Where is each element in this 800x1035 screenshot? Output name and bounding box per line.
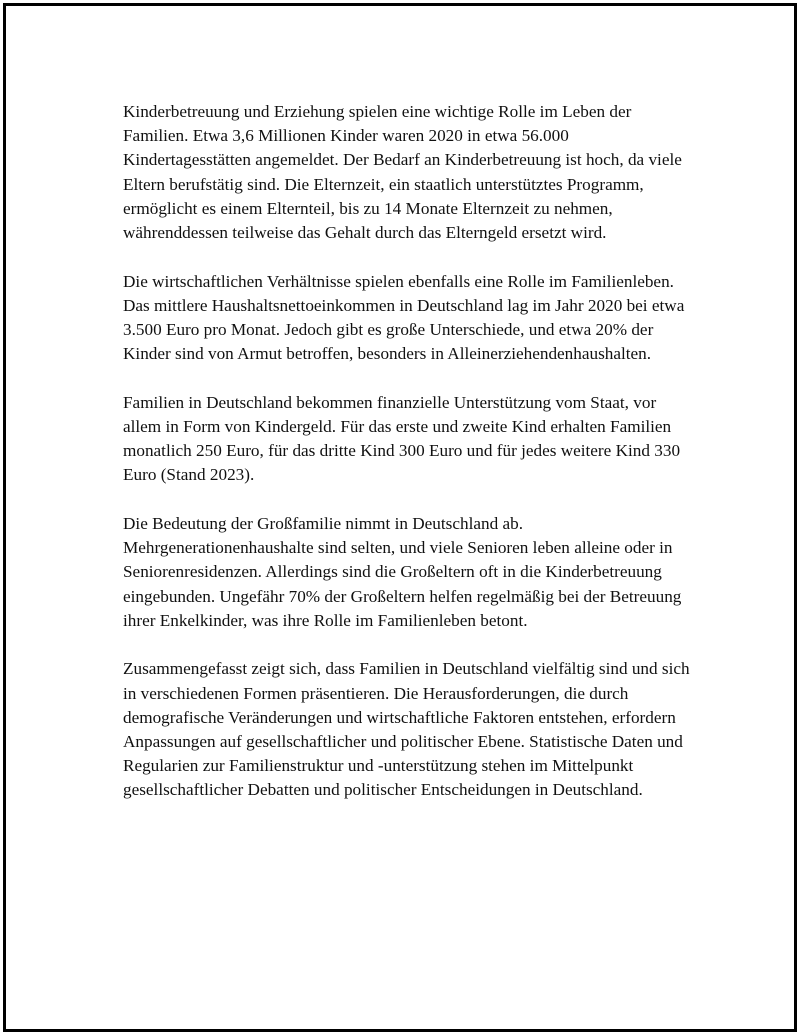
paragraph-economics: Die wirtschaftlichen Verhältnisse spielen ebenfalls eine Rolle im Familienleben. Das mittlere Haushaltsnettoeinkommen in Deutschland lag im Jahr 2020 bei etwa 3.500 Euro pro Monat. Jedoch gibt es große Unterschiede, und etwa 20% der Kinder sind von Armut betroffen, besonders in Alleinerziehendenhaushalten. xyxy=(123,271,685,364)
paragraph-childcare: Kinderbetreuung und Erziehung spielen eine wichtige Rolle im Leben der Familien. Etwa 3,6 Millionen Kinder waren 2020 in etwa 56.000 Kindertagesstätten angemeldet. Der Bedarf an Kinderbetreuung ist hoch, da viele Eltern berufstätig sind. Die Elternzeit, ein staatlich unterstütztes Programm, ermöglicht es einem Elternteil, bis zu 14 Monate Elternzeit zu nehmen, währenddessen teilweise das Gehalt durch das Elterngeld ersetzt wird. xyxy=(123,102,682,243)
paragraph-summary: Zusammengefasst zeigt sich, dass Familien in Deutschland vielfältig sind und sich in verschiedenen Formen präsentieren. Die Herausforderungen, die durch demografische Veränderungen und wirtschaftliche Faktoren entstehen, erfordern Anpassungen auf gesellschaftlicher und politischer Ebene. Statistische Daten und Regularien zur Familienstruktur und -unterstützung stehen im Mittelpunkt gesellschaftlicher Debatten und politischer Entscheidungen in Deutschland. xyxy=(123,659,690,800)
document-body xyxy=(123,100,698,827)
paragraph-extended-family: Die Bedeutung der Großfamilie nimmt in Deutschland ab. Mehrgenerationenhaushalte sind selten, und viele Senioren leben alleine oder in Seniorenresidenzen. Allerdings sind die Großeltern oft in die Kinderbetreuung eingebunden. Ungefähr 70% der Großeltern helfen regelmäßig bei der Betreuung ihrer Enkelkinder, was ihre Rolle im Familienleben betont. xyxy=(123,514,682,630)
paragraph-state-support: Familien in Deutschland bekommen finanzielle Unterstützung vom Staat, vor allem in Form von Kindergeld. Für das erste und zweite Kind erhalten Familien monatlich 250 Euro, für das dritte Kind 300 Euro und für jedes weitere Kind 330 Euro (Stand 2023). xyxy=(123,392,681,485)
page-frame xyxy=(3,3,797,1032)
